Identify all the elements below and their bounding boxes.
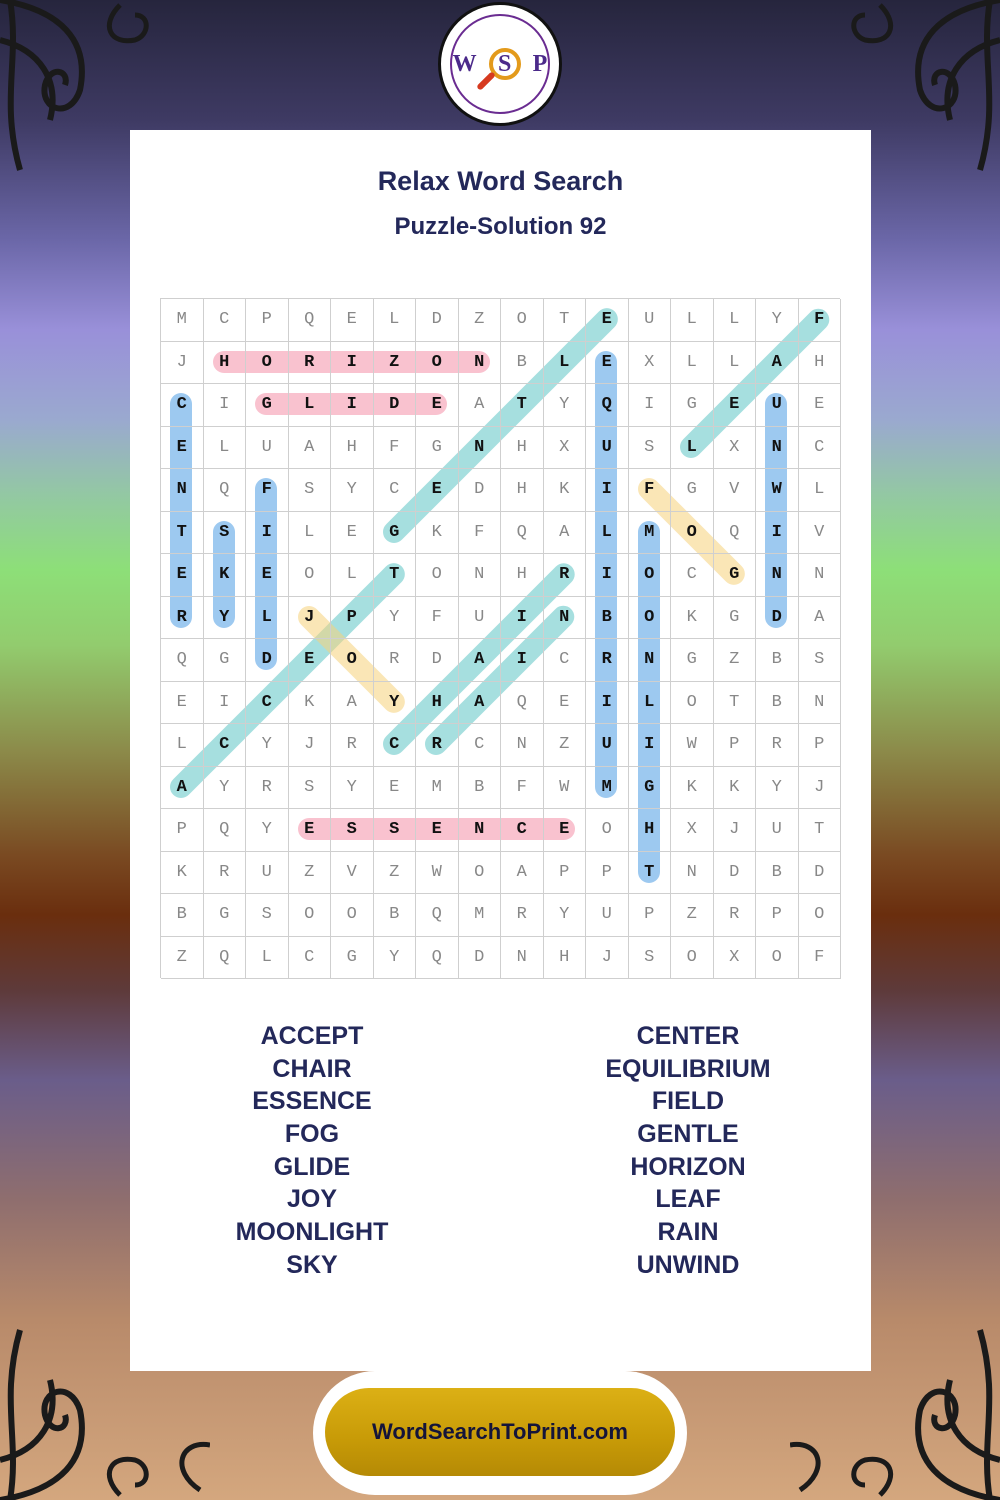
grid-cell[interactable]: H xyxy=(416,682,459,725)
grid-cell[interactable]: G xyxy=(629,767,672,810)
grid-cell[interactable]: N xyxy=(671,852,714,895)
grid-cell[interactable]: T xyxy=(501,384,544,427)
grid-cell[interactable]: O xyxy=(756,937,799,980)
grid-cell[interactable]: L xyxy=(671,299,714,342)
grid-cell[interactable]: W xyxy=(544,767,587,810)
grid-cell[interactable]: J xyxy=(289,724,332,767)
grid-cell[interactable]: T xyxy=(161,512,204,555)
grid-cell[interactable]: L xyxy=(246,937,289,980)
grid-cell[interactable]: C xyxy=(799,427,842,470)
grid-cell[interactable]: W xyxy=(416,852,459,895)
grid-cell[interactable]: R xyxy=(416,724,459,767)
grid-cell[interactable]: A xyxy=(459,639,502,682)
grid-cell[interactable]: F xyxy=(459,512,502,555)
grid-cell[interactable]: M xyxy=(586,767,629,810)
word-list-item: ESSENCE xyxy=(252,1087,372,1116)
word-list-right xyxy=(538,1020,838,1282)
grid-cell[interactable]: K xyxy=(671,597,714,640)
grid-cell[interactable]: Y xyxy=(331,767,374,810)
grid-cell[interactable]: D xyxy=(459,469,502,512)
grid-cell[interactable]: Q xyxy=(161,639,204,682)
grid-cell[interactable]: C xyxy=(289,937,332,980)
grid-cell[interactable]: E xyxy=(246,554,289,597)
grid-cell[interactable]: S xyxy=(374,809,417,852)
grid-cell[interactable]: L xyxy=(714,342,757,385)
grid-cell[interactable]: L xyxy=(586,512,629,555)
grid-cell[interactable]: L xyxy=(289,512,332,555)
grid-cell[interactable]: E xyxy=(799,384,842,427)
word-list-item: RAIN xyxy=(657,1218,719,1247)
grid-cell[interactable]: Q xyxy=(586,384,629,427)
word-list-item: FIELD xyxy=(651,1087,725,1116)
grid-cell[interactable]: Q xyxy=(714,512,757,555)
grid-cell[interactable]: I xyxy=(756,512,799,555)
grid-cell[interactable]: U xyxy=(629,299,672,342)
grid-cell[interactable]: H xyxy=(799,342,842,385)
grid-cell[interactable]: R xyxy=(374,639,417,682)
grid-cell[interactable]: O xyxy=(671,682,714,725)
grid-cell[interactable]: P xyxy=(586,852,629,895)
letter-grid xyxy=(160,298,840,978)
logo-letter-p: P xyxy=(532,50,548,77)
grid-cell[interactable]: O xyxy=(459,852,502,895)
grid-cell[interactable]: I xyxy=(246,512,289,555)
grid-cell[interactable]: S xyxy=(331,809,374,852)
grid-cell[interactable]: I xyxy=(586,554,629,597)
grid-cell[interactable]: R xyxy=(501,894,544,937)
grid-cell[interactable]: O xyxy=(671,937,714,980)
logo-letters xyxy=(453,48,548,80)
word-list-item: UNWIND xyxy=(636,1250,740,1279)
word-list-left xyxy=(162,1020,462,1282)
grid-cell[interactable]: D xyxy=(799,852,842,895)
grid-cell[interactable]: M xyxy=(459,894,502,937)
grid-cell[interactable]: N xyxy=(501,724,544,767)
grid-cell[interactable]: K xyxy=(671,767,714,810)
grid-cell[interactable]: Q xyxy=(204,469,247,512)
grid-cell[interactable]: V xyxy=(714,469,757,512)
grid-cell[interactable]: S xyxy=(629,427,672,470)
grid-cell[interactable]: Y xyxy=(374,597,417,640)
grid-cell[interactable]: V xyxy=(331,852,374,895)
grid-cell[interactable]: P xyxy=(246,299,289,342)
grid-cell[interactable]: W xyxy=(756,469,799,512)
grid-cell[interactable]: H xyxy=(629,809,672,852)
grid-cell[interactable]: Y xyxy=(246,809,289,852)
grid-cell[interactable]: L xyxy=(671,342,714,385)
grid-cell[interactable]: G xyxy=(374,512,417,555)
grid-cell[interactable]: M xyxy=(629,512,672,555)
grid-cell[interactable]: X xyxy=(671,809,714,852)
grid-cell[interactable]: S xyxy=(289,767,332,810)
grid-cell[interactable]: E xyxy=(161,682,204,725)
grid-cell[interactable]: O xyxy=(501,299,544,342)
grid-cell[interactable]: T xyxy=(544,299,587,342)
grid-cell[interactable]: J xyxy=(586,937,629,980)
grid-cell[interactable]: R xyxy=(161,597,204,640)
grid-cell[interactable]: N xyxy=(459,342,502,385)
grid-cell[interactable]: H xyxy=(501,554,544,597)
word-list-item: CHAIR xyxy=(272,1054,352,1083)
grid-cell[interactable]: D xyxy=(416,299,459,342)
word-list-item: LEAF xyxy=(655,1185,721,1214)
grid-cell[interactable]: R xyxy=(756,724,799,767)
grid-cell[interactable]: B xyxy=(756,852,799,895)
grid-cell[interactable]: J xyxy=(289,597,332,640)
grid-cell[interactable]: E xyxy=(544,682,587,725)
grid-cell[interactable]: C xyxy=(459,724,502,767)
grid-cell[interactable]: U xyxy=(586,894,629,937)
grid-cell[interactable]: R xyxy=(586,639,629,682)
grid-cell[interactable]: L xyxy=(714,299,757,342)
grid-cell[interactable]: Z xyxy=(671,894,714,937)
grid-cell[interactable]: C xyxy=(204,299,247,342)
grid-cell[interactable]: F xyxy=(501,767,544,810)
word-list-item: EQUILIBRIUM xyxy=(605,1054,771,1083)
grid-cell[interactable]: C xyxy=(544,639,587,682)
grid-cell[interactable]: Y xyxy=(544,384,587,427)
grid-cell[interactable]: K xyxy=(714,767,757,810)
grid-cell[interactable]: Y xyxy=(374,682,417,725)
grid-cell[interactable]: J xyxy=(799,767,842,810)
grid-cell[interactable]: P xyxy=(714,724,757,767)
grid-cell[interactable]: O xyxy=(629,554,672,597)
grid-cell[interactable]: Q xyxy=(204,809,247,852)
grid-cell[interactable]: E xyxy=(161,554,204,597)
grid-cell[interactable]: P xyxy=(161,809,204,852)
grid-cell[interactable]: O xyxy=(246,342,289,385)
grid-cell[interactable]: G xyxy=(714,597,757,640)
grid-cell[interactable]: G xyxy=(331,937,374,980)
grid-cell[interactable]: J xyxy=(714,809,757,852)
grid-cell[interactable]: B xyxy=(459,767,502,810)
grid-cell[interactable]: O xyxy=(289,894,332,937)
grid-cell[interactable]: P xyxy=(629,894,672,937)
grid-cell[interactable]: E xyxy=(416,384,459,427)
grid-cell[interactable]: E xyxy=(714,384,757,427)
grid-cell[interactable]: X xyxy=(714,937,757,980)
grid-cell[interactable]: I xyxy=(586,469,629,512)
grid-cell[interactable]: O xyxy=(289,554,332,597)
grid-cell[interactable]: X xyxy=(544,427,587,470)
grid-cell[interactable]: A xyxy=(459,384,502,427)
grid-cell[interactable]: A xyxy=(459,682,502,725)
word-search-grid xyxy=(160,298,840,978)
grid-cell[interactable]: O xyxy=(586,809,629,852)
page-subtitle: Puzzle-Solution 92 xyxy=(394,213,607,240)
grid-cell[interactable]: C xyxy=(374,469,417,512)
grid-cell[interactable]: S xyxy=(799,639,842,682)
grid-cell[interactable]: N xyxy=(459,809,502,852)
grid-cell[interactable]: L xyxy=(544,342,587,385)
grid-cell[interactable]: P xyxy=(756,894,799,937)
grid-cell[interactable]: L xyxy=(671,427,714,470)
grid-cell[interactable]: L xyxy=(374,299,417,342)
grid-cell[interactable]: D xyxy=(714,852,757,895)
grid-cell[interactable]: E xyxy=(586,342,629,385)
grid-cell[interactable]: B xyxy=(374,894,417,937)
grid-cell[interactable]: L xyxy=(246,597,289,640)
grid-cell[interactable]: W xyxy=(671,724,714,767)
grid-cell[interactable]: S xyxy=(204,512,247,555)
grid-cell[interactable]: H xyxy=(544,937,587,980)
grid-cell[interactable]: D xyxy=(246,639,289,682)
grid-cell[interactable]: R xyxy=(289,342,332,385)
grid-cell[interactable]: O xyxy=(416,342,459,385)
grid-cell[interactable]: L xyxy=(331,554,374,597)
grid-cell[interactable]: L xyxy=(289,384,332,427)
word-list-item: JOY xyxy=(286,1185,338,1214)
grid-cell[interactable]: U xyxy=(459,597,502,640)
grid-cell[interactable]: N xyxy=(629,639,672,682)
grid-cell[interactable]: U xyxy=(246,852,289,895)
grid-cell[interactable]: I xyxy=(204,384,247,427)
grid-cell[interactable]: P xyxy=(544,852,587,895)
grid-cell[interactable]: O xyxy=(799,894,842,937)
word-list-item: MOONLIGHT xyxy=(235,1218,389,1247)
grid-cell[interactable]: U xyxy=(756,384,799,427)
grid-cell[interactable]: S xyxy=(629,937,672,980)
grid-cell[interactable]: Q xyxy=(501,512,544,555)
grid-cell[interactable]: N xyxy=(161,469,204,512)
grid-cell[interactable]: Z xyxy=(714,639,757,682)
grid-cell[interactable]: E xyxy=(161,427,204,470)
grid-cell[interactable]: O xyxy=(671,512,714,555)
grid-cell[interactable]: K xyxy=(289,682,332,725)
grid-cell[interactable]: D xyxy=(416,639,459,682)
grid-cell[interactable]: Y xyxy=(204,767,247,810)
grid-cell[interactable]: L xyxy=(629,682,672,725)
grid-cell[interactable]: D xyxy=(459,937,502,980)
grid-cell[interactable]: G xyxy=(671,384,714,427)
grid-cell[interactable]: S xyxy=(246,894,289,937)
grid-cell[interactable]: R xyxy=(714,894,757,937)
grid-cell[interactable]: F xyxy=(629,469,672,512)
grid-cell[interactable]: E xyxy=(586,299,629,342)
site-link-button[interactable]: WordSearchToPrint.com xyxy=(325,1388,675,1476)
grid-cell[interactable]: Q xyxy=(204,937,247,980)
grid-cell[interactable]: Y xyxy=(331,469,374,512)
logo-letter-s: S xyxy=(497,51,512,77)
word-list-item: ACCEPT xyxy=(260,1022,364,1050)
grid-cell[interactable]: E xyxy=(289,639,332,682)
puzzle-card xyxy=(130,130,871,1371)
grid-cell[interactable]: C xyxy=(161,384,204,427)
grid-cell[interactable]: N xyxy=(544,597,587,640)
grid-cell[interactable]: K xyxy=(161,852,204,895)
word-list-item: FOG xyxy=(284,1120,340,1149)
grid-cell[interactable]: I xyxy=(331,384,374,427)
grid-cell[interactable]: E xyxy=(331,512,374,555)
grid-cell[interactable]: T xyxy=(374,554,417,597)
grid-cell[interactable]: L xyxy=(204,427,247,470)
grid-cell[interactable]: A xyxy=(501,852,544,895)
grid-cell[interactable]: L xyxy=(799,469,842,512)
grid-cell[interactable]: R xyxy=(544,554,587,597)
grid-cell[interactable]: O xyxy=(629,597,672,640)
grid-cell[interactable]: F xyxy=(416,597,459,640)
grid-cell[interactable]: P xyxy=(331,597,374,640)
grid-cell[interactable]: Y xyxy=(374,937,417,980)
grid-cell[interactable]: N xyxy=(756,554,799,597)
grid-cell[interactable]: T xyxy=(799,809,842,852)
grid-cell[interactable]: E xyxy=(416,469,459,512)
grid-cell[interactable]: Y xyxy=(544,894,587,937)
grid-cell[interactable]: L xyxy=(161,724,204,767)
grid-cell[interactable]: N xyxy=(799,682,842,725)
grid-cell[interactable]: I xyxy=(501,639,544,682)
grid-cell[interactable]: C xyxy=(671,554,714,597)
grid-cell[interactable]: Z xyxy=(374,342,417,385)
grid-cell[interactable]: E xyxy=(416,809,459,852)
grid-cell[interactable]: Y xyxy=(246,724,289,767)
word-list-item: HORIZON xyxy=(630,1152,746,1181)
grid-cell[interactable]: R xyxy=(331,724,374,767)
grid-cell[interactable]: Y xyxy=(756,299,799,342)
wsp-logo[interactable] xyxy=(438,2,562,126)
word-list-item: GLIDE xyxy=(273,1152,351,1181)
grid-cell[interactable]: G xyxy=(671,639,714,682)
grid-cell[interactable]: G xyxy=(204,894,247,937)
grid-cell[interactable]: M xyxy=(416,767,459,810)
grid-cell[interactable]: Z xyxy=(289,852,332,895)
grid-cell[interactable]: P xyxy=(799,724,842,767)
grid-cell[interactable]: A xyxy=(161,767,204,810)
grid-cell[interactable]: Q xyxy=(501,682,544,725)
grid-cell[interactable]: F xyxy=(799,937,842,980)
grid-cell[interactable]: Q xyxy=(416,937,459,980)
grid-cell[interactable]: C xyxy=(374,724,417,767)
grid-cell[interactable]: N xyxy=(501,937,544,980)
grid-cell[interactable]: Z xyxy=(459,299,502,342)
grid-cell[interactable]: K xyxy=(416,512,459,555)
grid-cell[interactable]: J xyxy=(161,342,204,385)
grid-cell[interactable]: Z xyxy=(374,852,417,895)
grid-cell[interactable]: E xyxy=(544,809,587,852)
grid-cell[interactable]: B xyxy=(161,894,204,937)
grid-cell[interactable]: I xyxy=(629,384,672,427)
grid-cell[interactable]: A xyxy=(544,512,587,555)
grid-cell[interactable]: A xyxy=(799,597,842,640)
grid-cell[interactable]: V xyxy=(799,512,842,555)
grid-cell[interactable]: N xyxy=(756,427,799,470)
grid-cell[interactable]: N xyxy=(799,554,842,597)
grid-cell[interactable]: F xyxy=(374,427,417,470)
grid-cell[interactable]: C xyxy=(501,809,544,852)
grid-cell[interactable]: K xyxy=(544,469,587,512)
grid-cell[interactable]: R xyxy=(204,852,247,895)
grid-cell[interactable]: T xyxy=(714,682,757,725)
grid-cell[interactable]: G xyxy=(714,554,757,597)
grid-cell[interactable]: O xyxy=(416,554,459,597)
grid-cell[interactable]: C xyxy=(204,724,247,767)
grid-cell[interactable]: Y xyxy=(204,597,247,640)
grid-cell[interactable]: B xyxy=(756,682,799,725)
grid-cell[interactable]: I xyxy=(204,682,247,725)
grid-cell[interactable]: D xyxy=(374,384,417,427)
grid-cell[interactable]: Z xyxy=(161,937,204,980)
grid-cell[interactable]: E xyxy=(331,299,374,342)
grid-cell[interactable]: N xyxy=(459,554,502,597)
grid-cell[interactable]: I xyxy=(331,342,374,385)
grid-cell[interactable]: U xyxy=(586,427,629,470)
grid-cell[interactable]: H xyxy=(501,427,544,470)
grid-cell[interactable]: A xyxy=(331,682,374,725)
grid-cell[interactable]: H xyxy=(204,342,247,385)
page-title: Relax Word Search xyxy=(377,166,624,196)
grid-cell[interactable]: B xyxy=(586,597,629,640)
grid-cell[interactable]: A xyxy=(289,427,332,470)
grid-cell[interactable]: F xyxy=(799,299,842,342)
grid-cell[interactable]: U xyxy=(756,809,799,852)
grid-cell[interactable]: A xyxy=(756,342,799,385)
grid-cell[interactable]: I xyxy=(586,682,629,725)
grid-cell[interactable]: G xyxy=(246,384,289,427)
grid-cell[interactable]: U xyxy=(246,427,289,470)
grid-cell[interactable]: X xyxy=(629,342,672,385)
magnifier-icon xyxy=(489,48,521,80)
grid-cell[interactable]: N xyxy=(459,427,502,470)
grid-cell[interactable]: E xyxy=(374,767,417,810)
grid-cell[interactable]: R xyxy=(246,767,289,810)
grid-cell[interactable]: H xyxy=(331,427,374,470)
grid-cell[interactable]: I xyxy=(501,597,544,640)
grid-cell[interactable]: Q xyxy=(289,299,332,342)
grid-cell[interactable]: D xyxy=(756,597,799,640)
grid-cell[interactable]: Z xyxy=(544,724,587,767)
grid-cell[interactable]: Y xyxy=(756,767,799,810)
grid-cell[interactable]: O xyxy=(331,894,374,937)
grid-cell[interactable]: K xyxy=(204,554,247,597)
grid-cell[interactable]: T xyxy=(629,852,672,895)
grid-cell[interactable]: U xyxy=(586,724,629,767)
grid-cell[interactable]: Q xyxy=(416,894,459,937)
grid-cell[interactable]: O xyxy=(331,639,374,682)
grid-cell[interactable]: H xyxy=(501,469,544,512)
grid-cell[interactable]: B xyxy=(501,342,544,385)
grid-cell[interactable]: B xyxy=(756,639,799,682)
logo-letter-w: W xyxy=(452,50,477,77)
grid-cell[interactable]: M xyxy=(161,299,204,342)
grid-cell[interactable]: I xyxy=(629,724,672,767)
grid-cell[interactable]: X xyxy=(714,427,757,470)
grid-cell[interactable]: E xyxy=(289,809,332,852)
word-list-item: SKY xyxy=(286,1250,338,1279)
word-list-item: GENTLE xyxy=(637,1120,739,1149)
grid-cell[interactable]: S xyxy=(289,469,332,512)
word-list-item: CENTER xyxy=(636,1022,740,1050)
grid-cell[interactable]: G xyxy=(416,427,459,470)
grid-cell[interactable]: G xyxy=(204,639,247,682)
grid-cell[interactable]: C xyxy=(246,682,289,725)
grid-cell[interactable]: G xyxy=(671,469,714,512)
grid-cell[interactable]: F xyxy=(246,469,289,512)
